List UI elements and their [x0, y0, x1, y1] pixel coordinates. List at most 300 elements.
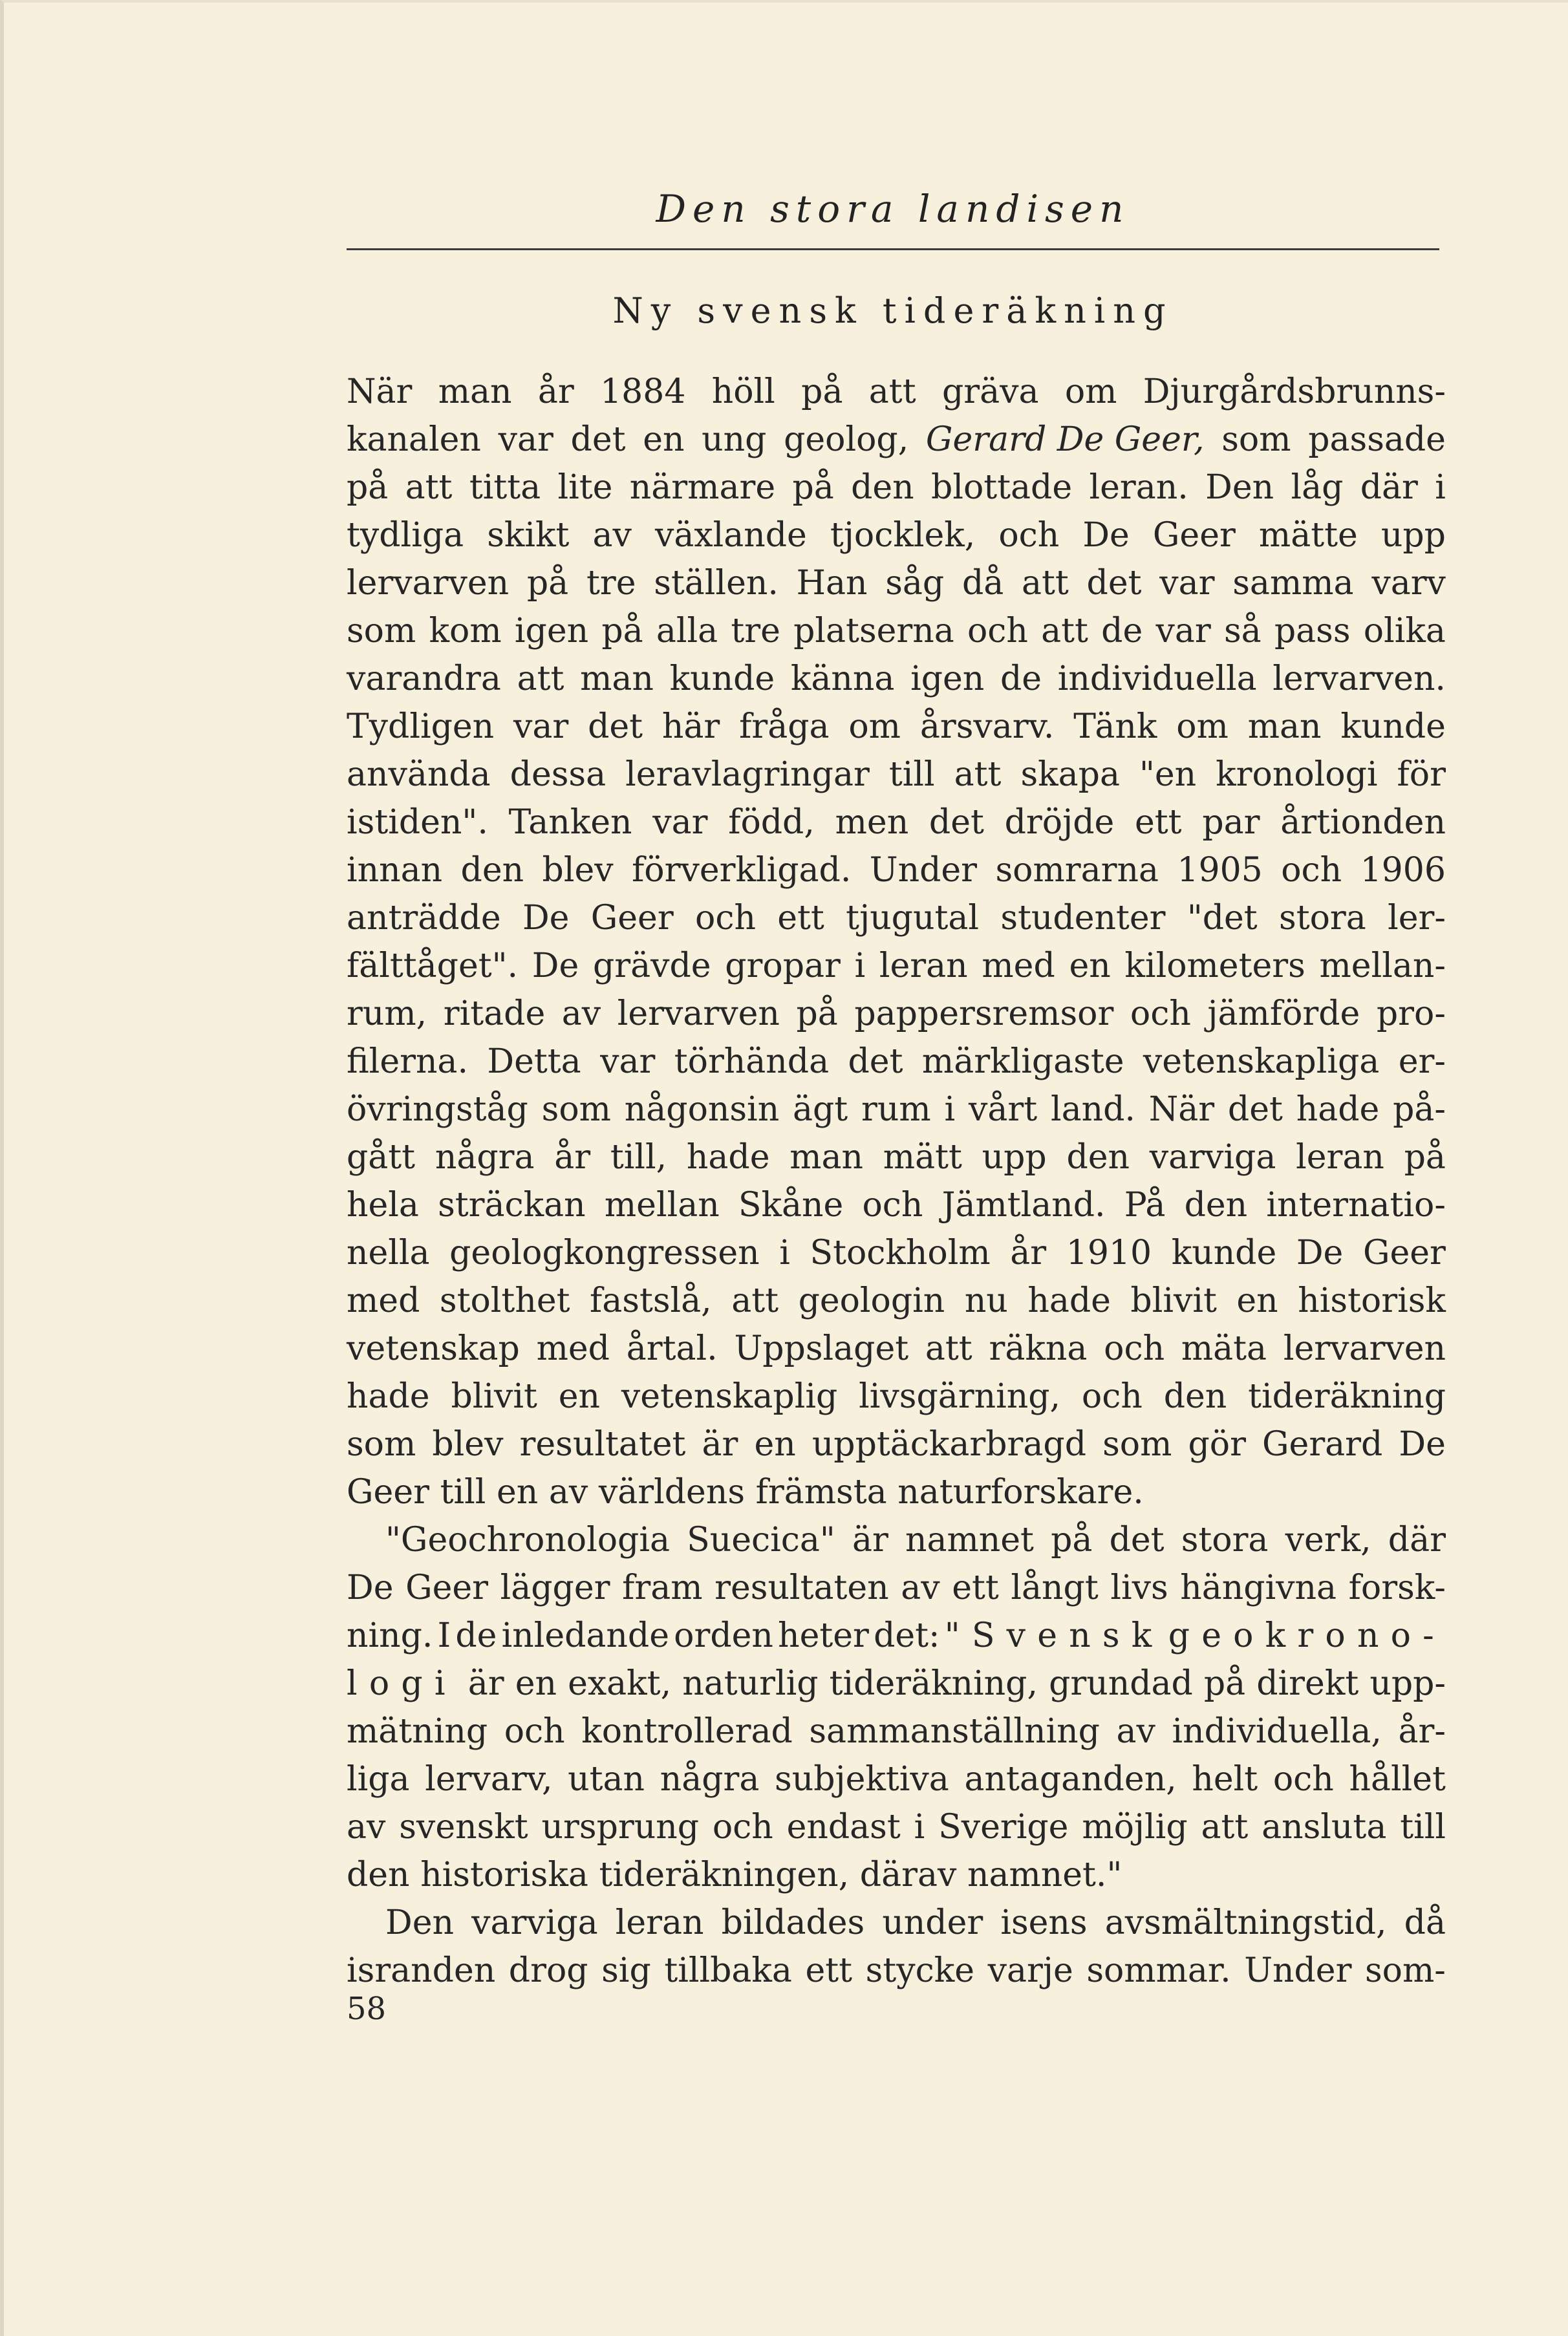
word: då — [1404, 1903, 1446, 1942]
word: sig — [601, 1951, 651, 1990]
word: kanalen — [347, 420, 481, 459]
word: De — [347, 1569, 394, 1607]
word: Geer — [347, 1473, 429, 1512]
word: Under — [1244, 1951, 1352, 1990]
word: här — [661, 707, 720, 746]
word: resultaten — [714, 1569, 889, 1607]
word: tideräkning — [1248, 1377, 1446, 1416]
word: pro- — [1376, 994, 1446, 1033]
word: för — [1397, 755, 1446, 794]
word: geokrono- — [1168, 1616, 1446, 1655]
word: antaganden, — [964, 1760, 1177, 1799]
word: heter — [778, 1616, 869, 1655]
word: Geer — [1152, 516, 1236, 555]
word: De — [522, 899, 570, 938]
word: på — [1404, 1138, 1446, 1177]
text-line — [347, 1133, 1446, 1181]
word: är — [852, 1521, 888, 1559]
word: fastslå, — [590, 1281, 712, 1320]
word: växlande — [654, 516, 807, 555]
word: världens — [598, 1473, 746, 1512]
word: drog — [508, 1951, 588, 1990]
word: Den — [1205, 468, 1274, 507]
word: en — [1236, 1281, 1278, 1320]
word: 1884 — [600, 372, 686, 411]
word: till — [1400, 1808, 1446, 1847]
word: rum — [861, 1090, 931, 1129]
word: individuella — [1057, 659, 1257, 698]
text-line — [347, 1899, 1446, 1947]
word: kom — [429, 612, 502, 650]
word: pass — [1274, 612, 1351, 650]
word: tillbaka — [664, 1951, 792, 1990]
word: den — [1066, 1138, 1130, 1177]
word: resultatet — [519, 1425, 686, 1464]
word: individuella, — [1172, 1712, 1382, 1751]
word: och — [1104, 1329, 1165, 1368]
word: Han — [796, 564, 868, 603]
word: ler- — [1388, 899, 1446, 938]
word: 1906 — [1360, 851, 1446, 890]
word: Jämtland. — [941, 1186, 1106, 1225]
word: nella — [347, 1234, 430, 1272]
text-line — [347, 1325, 1446, 1373]
word: "Geochronologia — [385, 1521, 670, 1559]
word: på- — [1393, 1090, 1446, 1129]
word: och — [998, 516, 1060, 555]
word: av — [347, 1808, 386, 1847]
word: varv — [1371, 564, 1446, 603]
word: årtionden — [1280, 803, 1446, 842]
word: geologin — [798, 1281, 945, 1320]
word: alla — [656, 612, 718, 650]
word: var — [1159, 564, 1215, 603]
word: varje — [987, 1951, 1073, 1990]
word: stora — [1181, 1521, 1269, 1559]
word: ning. — [347, 1616, 433, 1655]
word: till — [440, 1473, 486, 1512]
word: exakt, — [568, 1664, 672, 1703]
word: studenter — [1000, 899, 1166, 938]
text-line — [347, 798, 1446, 846]
word: på — [601, 612, 643, 650]
word: gräva — [941, 372, 1039, 411]
word: var — [1155, 612, 1211, 650]
word: er- — [1398, 1042, 1446, 1081]
text-line — [347, 1181, 1446, 1229]
word: upptäckarbragd — [811, 1425, 1086, 1464]
word: hållet — [1349, 1760, 1446, 1799]
word: om — [1176, 707, 1229, 746]
word: På — [1124, 1186, 1166, 1225]
word: innan — [347, 851, 443, 890]
word: vetenskaplig — [621, 1377, 838, 1416]
text-line — [347, 1564, 1446, 1612]
text-line — [347, 1229, 1446, 1277]
word: liga — [347, 1760, 410, 1799]
word: var — [498, 420, 553, 459]
text-line — [347, 751, 1446, 798]
word: fram — [622, 1569, 703, 1607]
word: född, — [728, 803, 815, 842]
word: hade — [347, 1377, 430, 1416]
word: tre — [586, 564, 636, 603]
word: och — [695, 899, 756, 938]
word: dröjde — [1004, 803, 1115, 842]
word: forsk- — [1348, 1569, 1446, 1607]
word: varviga — [471, 1903, 598, 1942]
word: ett — [805, 1951, 853, 1990]
word: lervarv, — [425, 1760, 553, 1799]
word: låg — [1291, 468, 1344, 507]
word: gör — [1188, 1425, 1246, 1464]
word: Suecica" — [687, 1521, 835, 1559]
word: ritade — [443, 994, 546, 1033]
word: på — [526, 564, 569, 603]
word: dessa — [510, 755, 607, 794]
text-line — [347, 1803, 1446, 1851]
text-line — [347, 1468, 1446, 1516]
word: övringståg — [347, 1090, 528, 1129]
word: Under — [869, 851, 978, 890]
word: det — [588, 707, 643, 746]
word: av — [561, 994, 601, 1033]
word: att — [925, 1329, 972, 1368]
word: I — [437, 1616, 451, 1655]
word: de — [1101, 612, 1143, 650]
word: att — [1201, 1808, 1249, 1847]
word: de — [455, 1616, 497, 1655]
word: vetenskapliga — [1143, 1042, 1380, 1081]
word: blottade — [931, 468, 1073, 507]
word: Gerard De Geer, — [925, 420, 1205, 459]
word: lervarven — [617, 994, 780, 1033]
word: och — [1281, 851, 1342, 890]
word: anträdde — [347, 899, 501, 938]
word: såg — [885, 564, 945, 603]
word: där — [1388, 1521, 1446, 1559]
word: 1905 — [1177, 851, 1263, 890]
word: tideräkning, — [829, 1664, 1038, 1703]
text-line — [347, 846, 1446, 894]
word: livsgärning, — [859, 1377, 1061, 1416]
word: att — [731, 1281, 779, 1320]
word: namnet — [905, 1521, 1034, 1559]
word: med — [347, 1281, 420, 1320]
word: som — [1221, 420, 1291, 459]
word: pappersremsor — [854, 994, 1114, 1033]
word: Gerard — [1262, 1425, 1383, 1464]
word: sommar. — [1086, 1951, 1231, 1990]
word: vårt — [968, 1090, 1038, 1129]
word: historiska — [420, 1856, 588, 1894]
word: Geer — [405, 1569, 489, 1607]
word: livs — [1110, 1569, 1168, 1607]
word: hade — [1296, 1090, 1380, 1129]
word: igen — [514, 612, 589, 650]
word: som — [347, 612, 416, 650]
word: "det — [1187, 899, 1258, 938]
word: några — [660, 1760, 760, 1799]
text-line — [347, 942, 1446, 990]
word: till — [888, 755, 935, 794]
word: logi — [347, 1664, 457, 1703]
word: man — [1247, 707, 1322, 746]
word: kontrollerad — [581, 1712, 793, 1751]
word: då — [961, 564, 1004, 603]
word: grundad — [1049, 1664, 1193, 1703]
word: hade — [686, 1138, 770, 1177]
word: där — [1360, 468, 1418, 507]
word: leran — [879, 947, 968, 985]
word: den — [851, 468, 914, 507]
word: endast — [786, 1808, 901, 1847]
word: olika — [1363, 612, 1446, 650]
header-rule — [347, 248, 1439, 250]
word: fälttåget". — [347, 947, 519, 985]
text-line — [347, 703, 1446, 751]
section-title: Ny svensk tideräkning — [612, 290, 1174, 331]
running-head: Den stora landisen — [656, 187, 1130, 231]
word: sammanställning — [809, 1712, 1100, 1751]
word: nu — [964, 1281, 1008, 1320]
page-number: 58 — [347, 1991, 387, 2027]
word: ursprung — [541, 1808, 699, 1847]
word: gått — [347, 1138, 416, 1177]
word: skikt — [487, 516, 570, 555]
text-line — [347, 368, 1446, 416]
word: Tänk — [1073, 707, 1157, 746]
word: leran — [615, 1903, 704, 1942]
word: en — [1069, 947, 1111, 985]
word: en — [558, 1377, 601, 1416]
word: och — [1130, 994, 1191, 1033]
word: De — [532, 947, 579, 985]
word: att — [405, 468, 453, 507]
word: Geer — [590, 899, 674, 938]
word: långt — [1011, 1569, 1099, 1607]
word: subjektiva — [775, 1760, 949, 1799]
word: var — [513, 707, 569, 746]
word: det: — [874, 1616, 940, 1655]
word: att — [954, 755, 1002, 794]
word: hängivna — [1180, 1569, 1337, 1607]
body-text — [347, 368, 1446, 1995]
word: blev — [432, 1425, 504, 1464]
text-line — [347, 1516, 1446, 1564]
word: på — [801, 372, 843, 411]
word: De — [1082, 516, 1130, 555]
word: Detta — [487, 1042, 581, 1081]
word: av — [1116, 1712, 1155, 1751]
word: räkna — [989, 1329, 1088, 1368]
word: därav — [859, 1856, 957, 1894]
word: på — [796, 994, 838, 1033]
word: kilometers — [1124, 947, 1305, 985]
paragraph — [347, 1899, 1446, 1995]
text-line — [347, 1851, 1446, 1899]
word: stycke — [865, 1951, 975, 1990]
word: så — [1223, 612, 1262, 650]
word: och — [504, 1712, 565, 1751]
word: i — [779, 1234, 790, 1272]
word: och — [712, 1808, 773, 1847]
word: känna — [790, 659, 895, 698]
word: titta — [469, 468, 541, 507]
word: De — [1296, 1234, 1344, 1272]
word: isranden — [347, 1951, 496, 1990]
word: avsmältningstid, — [1104, 1903, 1387, 1942]
word: är — [467, 1664, 504, 1703]
word: och — [1273, 1760, 1334, 1799]
word: man — [580, 659, 654, 698]
word: blev — [542, 851, 614, 890]
word: i — [854, 947, 866, 985]
word: Stockholm — [810, 1234, 991, 1272]
word: mätte — [1258, 516, 1358, 555]
word: tjocklek, — [830, 516, 976, 555]
word: samma — [1232, 564, 1354, 603]
word: mellan- — [1319, 947, 1446, 985]
text-line — [347, 990, 1446, 1038]
word: helt — [1192, 1760, 1258, 1799]
word: man — [438, 372, 512, 411]
word: i — [944, 1090, 956, 1129]
word: Tydligen — [347, 707, 495, 746]
word: en — [515, 1664, 557, 1703]
word: land. — [1050, 1090, 1135, 1129]
text-line — [347, 894, 1446, 942]
word: platserna — [793, 612, 954, 650]
word: främsta — [755, 1473, 887, 1512]
word: år — [1010, 1234, 1047, 1272]
word: Djurgårdsbrunns- — [1143, 372, 1446, 411]
word: Sverige — [938, 1808, 1069, 1847]
text-line — [347, 1373, 1446, 1420]
word: historisk — [1298, 1281, 1446, 1320]
word: lervarven — [347, 564, 510, 603]
text-line — [347, 511, 1446, 559]
word: på — [1203, 1664, 1246, 1703]
word: förverkligad. — [632, 851, 852, 890]
word: lägger — [500, 1569, 610, 1607]
word: som — [1102, 1425, 1172, 1464]
word: till, — [610, 1138, 667, 1177]
word: När — [347, 372, 413, 411]
word: märkligaste — [921, 1042, 1124, 1081]
word: på — [347, 468, 389, 507]
word: närmare — [629, 468, 776, 507]
word: tideräkningen, — [599, 1856, 850, 1894]
word: av — [901, 1569, 940, 1607]
word: namnet." — [967, 1856, 1122, 1894]
word: använda — [347, 755, 491, 794]
word: år — [554, 1138, 591, 1177]
word: möjlig — [1082, 1808, 1188, 1847]
word: det — [929, 803, 984, 842]
word: tjugutal — [846, 899, 979, 938]
word: tydliga — [347, 516, 464, 555]
word: det — [570, 420, 626, 459]
word: Uppslaget — [734, 1329, 909, 1368]
word: tre — [731, 612, 780, 650]
word: mätt — [883, 1138, 962, 1177]
word: lervarven. — [1273, 659, 1446, 698]
word: passade — [1308, 420, 1446, 459]
word: det — [1109, 1521, 1165, 1559]
text-line — [347, 1660, 1446, 1708]
word: varviga — [1149, 1138, 1276, 1177]
word: en — [754, 1425, 796, 1464]
text-line — [347, 464, 1446, 511]
text-line — [347, 1277, 1446, 1325]
word: man — [789, 1138, 864, 1177]
word: geolog, — [784, 420, 909, 459]
word: blivit — [451, 1377, 537, 1416]
text-line — [347, 655, 1446, 703]
text-line — [347, 1612, 1446, 1660]
word: ett — [777, 899, 824, 938]
word: var — [600, 1042, 656, 1081]
word: den — [347, 1856, 410, 1894]
word: i — [914, 1808, 925, 1847]
word: "en — [1139, 755, 1197, 794]
word: som — [541, 1090, 611, 1129]
word: på — [792, 468, 834, 507]
word: den — [460, 851, 524, 890]
word: naturforskare. — [897, 1473, 1144, 1512]
text-line — [347, 1086, 1446, 1133]
word: Tanken — [508, 803, 632, 842]
word: stolthet — [439, 1281, 570, 1320]
word: mäta — [1181, 1329, 1267, 1368]
word: geologkongressen — [449, 1234, 760, 1272]
word: var — [652, 803, 708, 842]
word: direkt — [1256, 1664, 1359, 1703]
text-line — [347, 416, 1446, 464]
word: på — [1051, 1521, 1093, 1559]
text-line — [347, 1755, 1446, 1803]
word: ett — [952, 1569, 999, 1607]
word: med — [982, 947, 1055, 985]
text-line — [347, 1038, 1446, 1086]
word: av — [548, 1473, 588, 1512]
word: ägt — [793, 1090, 848, 1129]
word: det — [1086, 564, 1142, 603]
word: årsvarv. — [919, 707, 1055, 746]
paragraph — [347, 368, 1446, 1516]
word: under — [882, 1903, 983, 1942]
word: om — [1064, 372, 1117, 411]
text-line — [347, 607, 1446, 655]
word: kunde — [669, 659, 775, 698]
word: Skåne — [738, 1186, 844, 1225]
word: av — [592, 516, 632, 555]
word: gropar — [725, 947, 841, 985]
word: årtal. — [626, 1329, 718, 1368]
word: och — [967, 612, 1028, 650]
word: leran. — [1089, 468, 1188, 507]
word: är — [702, 1425, 738, 1464]
word: 1910 — [1066, 1234, 1152, 1272]
word: ett — [1135, 803, 1182, 842]
word: blivit — [1130, 1281, 1217, 1320]
word: den — [1184, 1186, 1248, 1225]
word: lervarven — [1283, 1329, 1446, 1368]
word: internatio- — [1266, 1186, 1446, 1225]
text-line — [347, 1420, 1446, 1468]
word: ställen. — [654, 564, 779, 603]
